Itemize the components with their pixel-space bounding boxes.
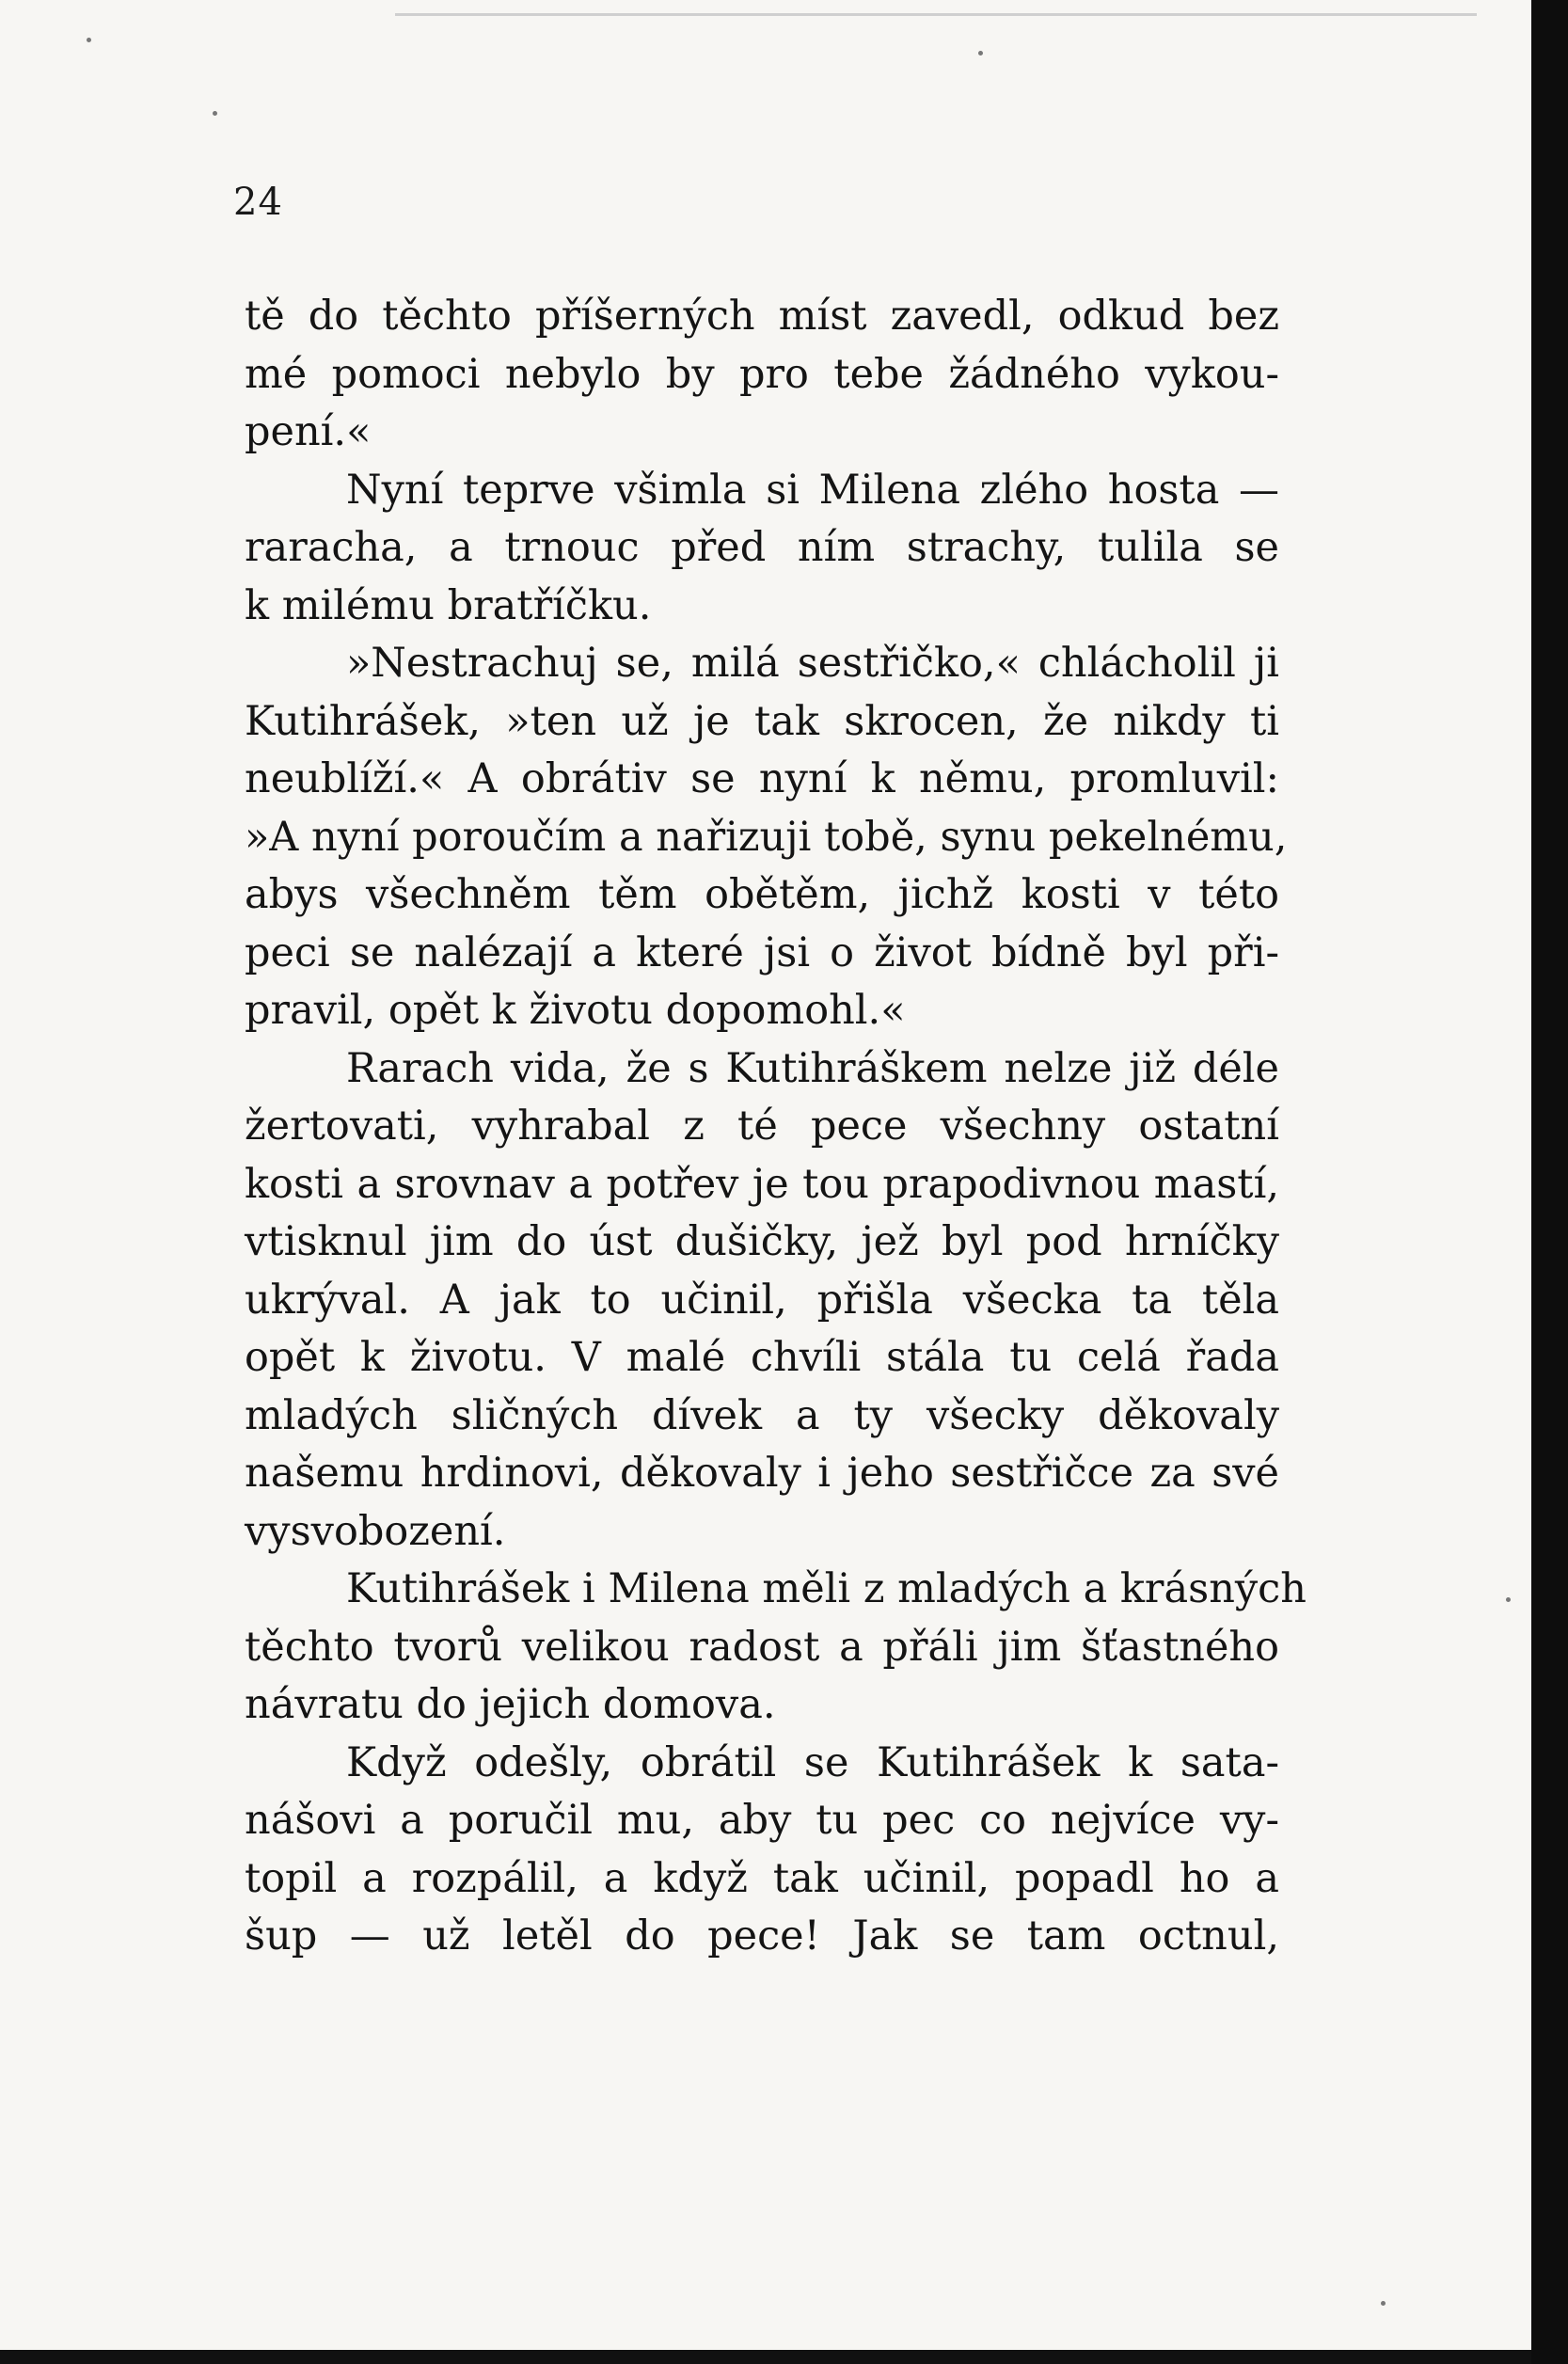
text-line: opět k životu. V malé chvíli stála tu celá řada: [245, 1334, 1279, 1381]
text-line: abys všechněm těm obětěm, jichž kosti v této: [245, 871, 1279, 918]
text-line: nášovi a poručil mu, aby tu pec co nejvíce vy-: [245, 1797, 1279, 1844]
text-line: »A nyní poroučím a nařizuji tobě, synu pekelnému,: [245, 813, 1288, 861]
text-line: vysvobození.: [245, 1507, 506, 1555]
scan-speck: [87, 38, 91, 42]
text-line: ukrýval. A jak to učinil, přišla všecka ta těla: [245, 1276, 1279, 1324]
text-line: raracha, a trnouc před ním strachy, tulila se: [245, 524, 1279, 571]
text-line: Kutihrášek, »ten už je tak skrocen, že nikdy ti: [245, 697, 1279, 745]
text-line: kosti a srovnav a potřev je tou prapodivnou mastí,: [245, 1160, 1279, 1208]
text-line: vtisknul jim do úst dušičky, jež byl pod hrníčky: [245, 1218, 1279, 1265]
text-line: Rarach vida, že s Kutihráškem nelze již déle: [346, 1044, 1279, 1092]
text-line: těchto tvorů velikou radost a přáli jim šťastného: [245, 1623, 1279, 1671]
text-line: peci se nalézají a které jsi o život bídně byl při-: [245, 928, 1279, 976]
scan-speck: [1381, 2301, 1386, 2306]
page-number: 24: [233, 181, 283, 224]
text-line: návratu do jejich domova.: [245, 1681, 776, 1728]
text-line: Kutihrášek i Milena měli z mladých a krásných: [346, 1565, 1307, 1612]
text-line: pravil, opět k životu dopomohl.«: [245, 987, 906, 1034]
text-line: mé pomoci nebylo by pro tebe žádného vykou-: [245, 350, 1279, 398]
text-line: pení.«: [245, 408, 372, 455]
body-text: [245, 288, 1307, 1966]
text-line: »Nestrachuj se, milá sestřičko,« chlácholil ji: [346, 640, 1279, 687]
text-line: tě do těchto příšerných míst zavedl, odkud bez: [245, 293, 1279, 340]
scan-edge-right: [1531, 0, 1568, 2364]
text-line: našemu hrdinovi, děkovaly i jeho sestřičce za své: [245, 1450, 1279, 1497]
scan-speck: [1506, 1597, 1511, 1602]
text-line: topil a rozpálil, a když tak učinil, popadl ho a: [245, 1854, 1279, 1902]
text-line: žertovati, vyhrabal z té pece všechny ostatní: [245, 1103, 1279, 1150]
text-line: Když odešly, obrátil se Kutihrášek k sata-: [346, 1738, 1279, 1786]
scan-edge-top: [395, 13, 1477, 16]
text-line: mladých sličných dívek a ty všecky děkovaly: [245, 1391, 1279, 1439]
text-line: Nyní teprve všimla si Milena zlého hosta —: [346, 466, 1279, 514]
text-line: šup — už letěl do pece! Jak se tam octnul,: [245, 1912, 1279, 1959]
text-line: k milému bratříčku.: [245, 581, 652, 629]
scan-speck: [978, 51, 983, 56]
scan-speck: [213, 111, 217, 116]
text-line: neublíží.« A obrátiv se nyní k němu, promluvil:: [245, 755, 1279, 802]
